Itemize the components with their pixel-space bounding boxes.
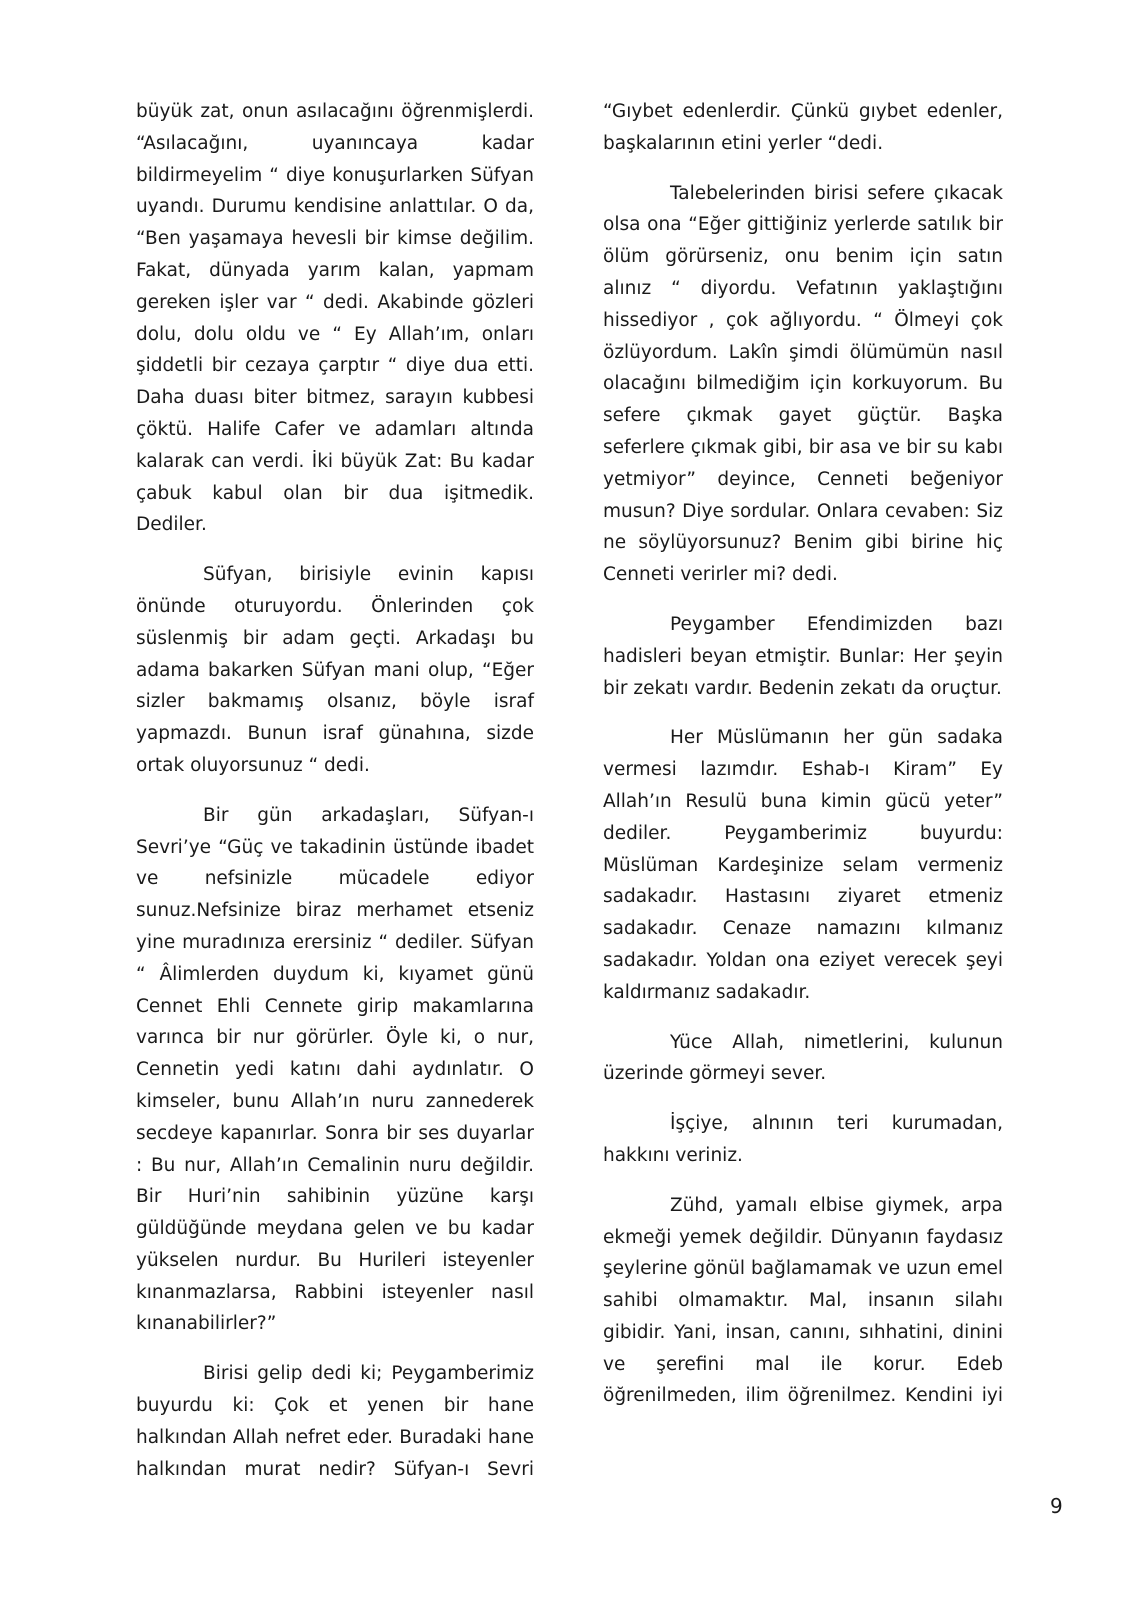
paragraph: Talebelerinden birisi sefere çıkacak olsa ona “Eğer gittiğiniz yerlerde satılık bir ölüm görürseniz, onu benim için satın alınız “ diyordu. Vefatının yaklaştığını hissediyor , çok ağlıyordu. “ Ölmeyi çok özlüyordum. Lakîn şimdi ölümümün nasıl olacağını bilmediğim için korkuyorum. Bu sefere çıkmak gayet güçtür. Başka seferlere çıkmak gibi, bir asa ve bir su kabı yetmiyor” deyince, Cenneti beğeniyor musun? Diye sordular. Onlara cevaben: Siz ne söylüyorsunuz? Benim gibi birine hiç Cenneti verirler mi? dedi.	[603, 182, 1003, 586]
paragraph: “Gıybet edenlerdir. Çünkü gıybet edenler, başkalarının etini yerler “dedi.	[603, 101, 1003, 154]
paragraph: İşçiye, alnının teri kurumadan, hakkını veriniz.	[603, 1113, 1003, 1166]
paragraph: Birisi gelip dedi ki; Peygamberimiz buyurdu ki: Çok et yenen bir hane halkından Allah nefret eder. Buradaki hane halkından murat nedir? Süfyan-ı Sevri	[136, 1363, 534, 1480]
left-column	[136, 96, 534, 1503]
paragraph: Yüce Allah, nimetlerini, kulunun üzerinde görmeyi sever.	[603, 1031, 1003, 1085]
paragraph: Bir gün arkadaşları, Süfyan-ı Sevri’ye “Güç ve takadinin üstünde ibadet ve nefsinizle mücadele ediyor sunuz.Nefsinize biraz merhamet etseniz yine muradınıza erersiniz “ dediler. Süfyan “ Âlimlerden duydum ki, kıyamet günü Cennet Ehli Cennete girip makamlarına varınca bir nur görürler. Öyle ki, o nur, Cennetin yedi katını dahi aydınlatır. O kimseler, bunu Allah’ın nuru zannederek secdeye kapanırlar. Sonra bir ses duyarlar : Bu nur, Allah’ın Cemalinin nuru değildir. Bir Huri’nin sahibinin yüzüne karşı güldüğünde meydana gelen ve bu kadar yükselen nurdur. Bu Hurileri isteyenler kınanmazlarsa, Rabbini isteyenler nasıl kınanabilirler?”	[136, 804, 534, 1335]
paragraph: Peygamber Efendimizden bazı hadisleri beyan etmiştir. Bunlar: Her şeyin bir zekatı vardır. Bedenin zekatı da oruçtur.	[603, 613, 1003, 699]
paragraph: büyük zat, onun asılacağını öğrenmişlerdi. “Asılacağını, uyanıncaya kadar bildirmeyelim “ diye konuşurlarken Süfyan uyandı. Durumu kendisine anlattılar. O da, “Ben yaşamaya hevesli bir kimse değilim. Fakat, dünyada yarım kalan, yapmam gereken işler var “ dedi. Akabinde gözleri dolu, dolu oldu ve “ Ey Allah’ım, onları şiddetli bir cezaya çarptır “ diye dua etti. Daha duası biter bitmez, sarayın kubbesi çöktü. Halife Cafer ve adamları altında kalarak can verdi. İki büyük Zat: Bu kadar çabuk kabul olan bir dua işitmedik. Dediler.	[136, 101, 534, 536]
paragraph: Zühd, yamalı elbise giymek, arpa ekmeği yemek değildir. Dünyanın faydasız şeylerine gönül bağlamamak ve uzun emel sahibi olmamaktır. Mal, insanın silahı gibidir. Yani, insan, canını, sıhhatini, dinini ve şerefini mal ile korur. Edeb öğrenilmeden, ilim öğrenilmez. Kendini iyi	[603, 1194, 1003, 1407]
paragraph: Süfyan, birisiyle evinin kapısı önünde oturuyordu. Önlerinden çok süslenmiş bir adam geçti. Arkadaşı bu adama bakarken Süfyan mani olup, “Eğer sizler bakmamış olsanız, böyle israf yapmazdı. Bunun israf günahına, sizde ortak oluyorsunuz “ dedi.	[136, 564, 534, 776]
paragraph: Her Müslümanın her gün sadaka vermesi lazımdır. Eshab-ı Kiram” Ey Allah’ın Resulü buna kimin gücü yeter” dediler. Peygamberimiz buyurdu: Müslüman Kardeşinize selam vermeniz sadakadır. Hastasını ziyaret etmeniz sadakadır. Cenaze namazını kılmanız sadakadır. Yoldan ona eziyet verecek şeyi kaldırmanız sadakadır.	[603, 727, 1003, 1003]
page-number: 9	[1050, 1494, 1063, 1518]
right-column	[603, 96, 1003, 1430]
